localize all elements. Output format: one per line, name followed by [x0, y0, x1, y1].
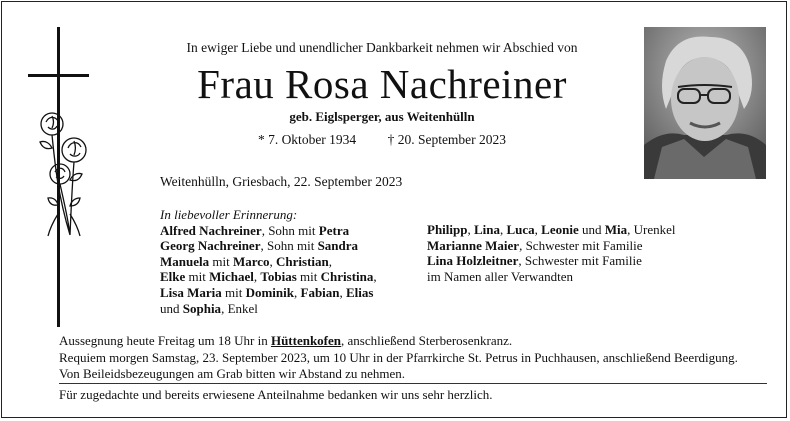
life-dates [162, 132, 602, 148]
mourner-line: im Namen aller Verwandten [427, 268, 573, 284]
notice-line: Von Beileidsbezeugungen am Grab bitten wir Abstand zu nehmen. [59, 366, 405, 381]
funeral-notice [59, 333, 738, 383]
notice-line: Aussegnung heute Freitag um 18 Uhr in Hüttenkofen, anschließend Sterberosenkranz. [59, 333, 513, 348]
death-date: † 20. September 2023 [387, 132, 507, 147]
mourners-left [160, 207, 377, 316]
mourner-line: Georg Nachreiner, Sohn mit Sandra [160, 238, 359, 254]
mourner-line: Alfred Nachreiner, Sohn mit Petra [160, 222, 350, 238]
place-date: Weitenhülln, Griesbach, 22. September 2023 [160, 174, 403, 189]
mourner-line: Lisa Maria mit Dominik, Fabian, Elias [160, 284, 374, 300]
mourner-line: Marianne Maier, Schwester mit Familie [427, 237, 643, 253]
divider [59, 383, 767, 384]
portrait-photo [644, 27, 766, 179]
mourners-right [427, 222, 675, 284]
intro-text: In ewiger Liebe und unendlicher Dankbarkeit nehmen wir Abschied von [186, 40, 578, 55]
mourner-line: Philipp, Lina, Luca, Leonie und Mia, Urenkel [427, 222, 676, 237]
birth-name: geb. Eiglsperger, aus Weitenhülln [289, 109, 475, 124]
mourner-line: und Sophia, Enkel [160, 300, 258, 316]
birth-date: * 7. Oktober 1934 [257, 132, 357, 147]
mourner-line: Lina Holzleitner, Schwester mit Familie [427, 253, 642, 269]
notice-line: Requiem morgen Samstag, 23. September 2023, um 10 Uhr in der Pfarrkirche St. Petrus in Puchhausen, anschließend Beerdigung. [59, 349, 738, 365]
obituary-card [1, 1, 787, 418]
cross-icon-horizontal [28, 74, 89, 77]
memory-heading: In liebevoller Erinnerung: [160, 207, 298, 222]
thanks-text: Für zugedachte und bereits erwiesene Anteilnahme bedanken wir uns sehr herzlich. [59, 387, 493, 402]
mourner-line: Manuela mit Marco, Christian, [160, 253, 333, 269]
roses-icon [30, 102, 100, 242]
mourner-line: Elke mit Michael, Tobias mit Christina, [160, 269, 377, 285]
deceased-name: Frau Rosa Nachreiner [197, 61, 567, 107]
